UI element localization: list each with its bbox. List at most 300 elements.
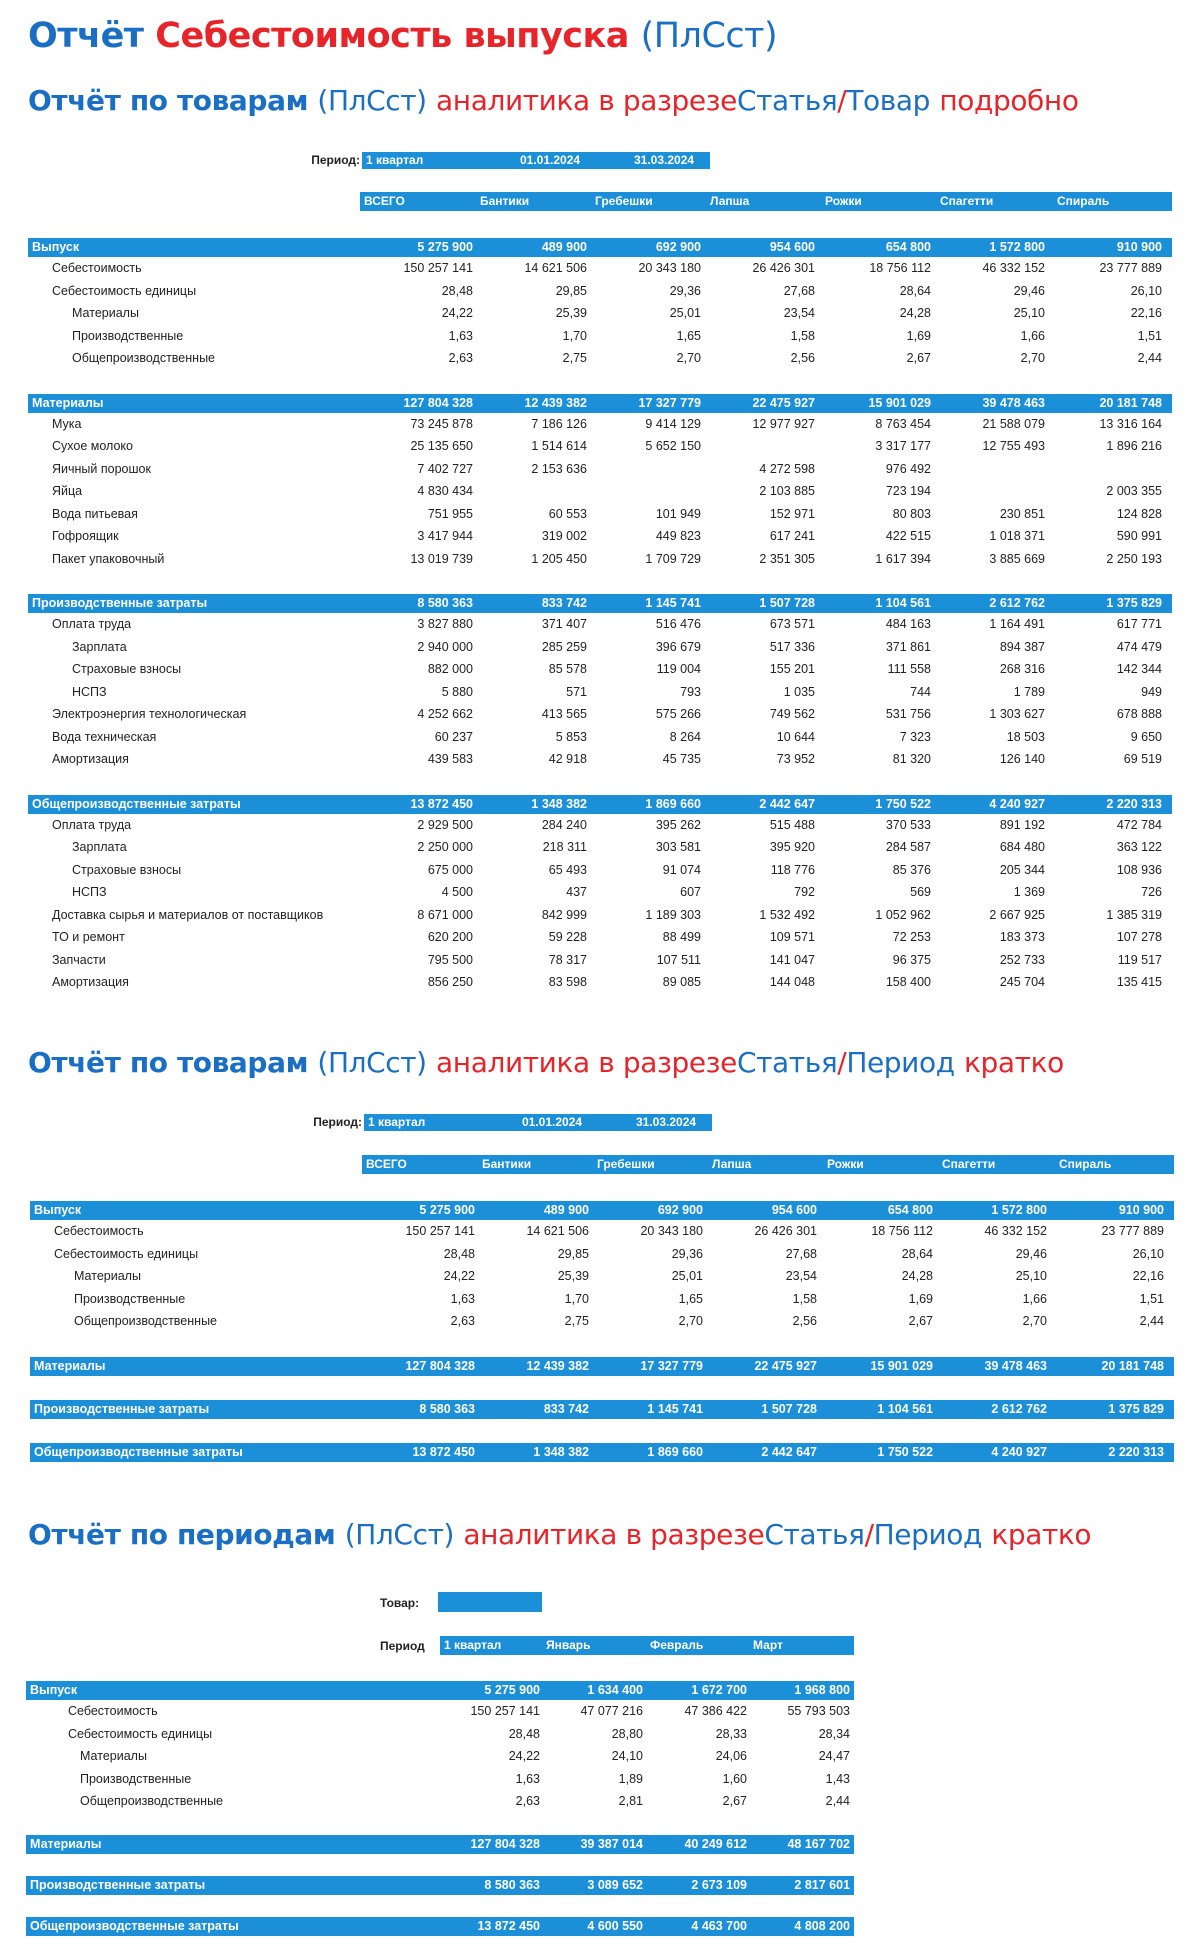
row-value: 1,63 <box>515 1771 540 1786</box>
row-value: 20 343 180 <box>640 1224 703 1238</box>
heading-part: Отчёт по товарам <box>28 1046 309 1079</box>
heading-part: / <box>837 1046 847 1079</box>
row-label: Запчасти <box>52 952 106 967</box>
row-value: 751 955 <box>427 506 473 521</box>
row-value: 83 598 <box>548 975 587 989</box>
group-value: 127 804 328 <box>403 395 473 410</box>
row-value: 252 733 <box>999 952 1045 967</box>
group-value: 1 968 800 <box>794 1683 850 1697</box>
row-value: 1,58 <box>792 1291 817 1306</box>
row-value: 28,33 <box>715 1726 747 1741</box>
table-row <box>28 881 1172 904</box>
group-value: 1 750 522 <box>877 1444 933 1459</box>
row-value: 29,46 <box>1013 283 1045 298</box>
row-value: 1 369 <box>1013 885 1045 899</box>
row-label: Материалы <box>74 1269 141 1283</box>
title-part-cost: Себестоимость выпуска <box>155 16 629 56</box>
group-row <box>28 795 1172 814</box>
table-row <box>28 681 1172 704</box>
row-value: 24,10 <box>611 1749 643 1763</box>
row-value: 3 317 177 <box>875 439 931 453</box>
group-label: Производственные затраты <box>34 1401 210 1416</box>
row-value: 607 <box>680 885 701 899</box>
row-value: 891 192 <box>999 817 1045 832</box>
row-value: 28,48 <box>443 1246 475 1261</box>
row-value: 792 <box>794 885 815 899</box>
row-value: 575 266 <box>655 707 701 721</box>
row-value: 25,01 <box>671 1269 703 1283</box>
row-value: 2,70 <box>678 1314 703 1328</box>
group-value: 2 612 762 <box>991 1401 1047 1416</box>
row-value: 2,63 <box>448 351 473 365</box>
group-value: 4 240 927 <box>989 796 1045 811</box>
row-value: 1,69 <box>908 1291 933 1306</box>
heading-part: аналитика в разрезе <box>436 1046 737 1079</box>
group-label: Материалы <box>32 395 104 410</box>
group-value: 12 439 382 <box>524 395 587 410</box>
row-value: 91 074 <box>662 862 701 877</box>
row-value: 1,70 <box>562 328 587 343</box>
row-value: 894 387 <box>999 639 1045 654</box>
table-row <box>28 413 1172 436</box>
row-value: 413 565 <box>541 707 587 721</box>
sec3-table <box>26 1681 854 1936</box>
row-value: 1,51 <box>1139 1291 1164 1306</box>
row-value: 47 077 216 <box>580 1704 643 1718</box>
table-row <box>28 458 1172 481</box>
row-value: 24,22 <box>441 306 473 320</box>
row-value: 119 004 <box>656 662 701 676</box>
group-value: 8 580 363 <box>417 596 473 610</box>
row-value: 24,22 <box>443 1269 475 1283</box>
row-value: 29,85 <box>555 283 587 298</box>
period-selector[interactable] <box>362 152 710 169</box>
group-row <box>28 594 1172 613</box>
table-row <box>28 636 1172 659</box>
heading-part: кратко <box>991 1518 1092 1551</box>
column-header: Бантики <box>482 1157 532 1171</box>
row-value: 371 407 <box>541 617 587 631</box>
row-value: 28,48 <box>441 283 473 298</box>
group-row <box>30 1201 1174 1220</box>
row-value: 109 571 <box>769 930 815 944</box>
column-header: ВСЕГО <box>364 194 405 208</box>
row-label: Себестоимость единицы <box>52 283 197 298</box>
group-value: 20 181 748 <box>1099 395 1162 410</box>
table-row <box>28 926 1172 949</box>
row-value: 2,75 <box>564 1314 589 1328</box>
row-label: Общепроизводственные <box>72 351 216 365</box>
row-value: 24,28 <box>899 306 931 320</box>
row-value: 60 553 <box>548 506 587 521</box>
table-row <box>28 971 1172 994</box>
row-value: 23,54 <box>783 306 815 320</box>
page-title <box>28 16 777 56</box>
row-value: 7 323 <box>899 729 931 744</box>
row-value: 88 499 <box>662 930 701 944</box>
row-value: 8 264 <box>669 729 701 744</box>
row-value: 89 085 <box>662 975 701 989</box>
group-value: 8 580 363 <box>419 1401 475 1416</box>
row-value: 135 415 <box>1116 975 1162 989</box>
title-part-code: (ПлСст) <box>640 16 778 56</box>
row-value: 1,70 <box>564 1291 589 1306</box>
row-value: 2,70 <box>676 351 701 365</box>
row-value: 569 <box>910 885 931 899</box>
row-label: Страховые взносы <box>72 662 182 676</box>
table-row <box>28 257 1172 280</box>
row-value: 1 617 394 <box>875 551 931 566</box>
sec2-period <box>0 1114 1200 1131</box>
row-value: 976 492 <box>885 461 931 476</box>
row-value: 1 896 216 <box>1106 439 1162 453</box>
column-header: Лапша <box>710 194 750 208</box>
row-value: 1,89 <box>618 1771 643 1786</box>
tovar-select[interactable] <box>438 1592 542 1612</box>
row-value: 2 103 885 <box>759 484 815 498</box>
sec2-column-header <box>362 1155 1174 1174</box>
row-label: Общепроизводственные <box>80 1794 224 1808</box>
column-header: Спираль <box>1057 194 1110 208</box>
period-label: Период: <box>311 153 360 167</box>
row-value: 2,67 <box>722 1794 747 1808</box>
row-value: 23 777 889 <box>1099 261 1162 275</box>
row-value: 23,54 <box>785 1269 817 1283</box>
heading-part: аналитика в разрезе <box>436 84 737 117</box>
row-value: 23 777 889 <box>1101 1224 1164 1238</box>
group-value: 654 800 <box>885 240 931 254</box>
group-value: 910 900 <box>1116 240 1162 254</box>
column-header: Рожки <box>827 1157 864 1171</box>
group-value: 5 275 900 <box>484 1683 540 1697</box>
group-value: 2 220 313 <box>1106 796 1162 811</box>
table-row <box>28 325 1172 348</box>
row-value: 9 650 <box>1130 729 1162 744</box>
row-value: 395 262 <box>655 817 701 832</box>
heading-part: Период <box>846 1046 955 1079</box>
group-value: 22 475 927 <box>754 1358 817 1373</box>
row-value: 142 344 <box>1116 662 1162 676</box>
row-label: Вода техническая <box>52 729 157 744</box>
group-value: 22 475 927 <box>752 395 815 410</box>
row-label: Оплата труда <box>52 617 132 631</box>
table-row <box>28 949 1172 972</box>
table-row <box>28 280 1172 303</box>
group-label: Общепроизводственные затраты <box>32 796 241 811</box>
row-value: 1,66 <box>1022 1291 1047 1306</box>
row-value: 8 671 000 <box>417 907 473 922</box>
row-value: 437 <box>566 885 587 899</box>
row-value: 29,85 <box>557 1246 589 1261</box>
row-value: 617 771 <box>1116 617 1162 631</box>
row-value: 150 257 141 <box>470 1704 540 1718</box>
period-label: Период: <box>313 1115 362 1129</box>
group-row <box>26 1835 854 1854</box>
group-label: Выпуск <box>34 1203 82 1217</box>
group-value: 4 600 550 <box>587 1918 643 1933</box>
row-value: 842 999 <box>541 907 587 922</box>
row-value: 2 667 925 <box>989 907 1045 922</box>
row-value: 28,48 <box>508 1726 540 1741</box>
row-value: 107 278 <box>1116 930 1162 944</box>
row-value: 856 250 <box>427 975 473 989</box>
column-header: Спагетти <box>942 1157 996 1171</box>
group-label: Выпуск <box>32 240 80 254</box>
group-value: 654 800 <box>887 1203 933 1217</box>
row-value: 749 562 <box>769 707 815 721</box>
heading-part: Отчёт по периодам <box>28 1518 336 1551</box>
row-value: 24,28 <box>901 1269 933 1283</box>
row-label: Себестоимость единицы <box>68 1726 213 1741</box>
group-label: Общепроизводственные затраты <box>34 1444 243 1459</box>
row-value: 2,44 <box>1139 1314 1164 1328</box>
row-value: 12 977 927 <box>752 416 815 431</box>
group-value: 2 612 762 <box>989 596 1045 610</box>
group-label: Материалы <box>30 1836 102 1851</box>
row-value: 27,68 <box>783 283 815 298</box>
row-value: 45 735 <box>662 752 701 766</box>
row-value: 2 250 000 <box>417 840 473 854</box>
row-label: Яичный порошок <box>52 461 151 476</box>
row-value: 150 257 141 <box>405 1224 475 1238</box>
row-value: 1 189 303 <box>645 907 701 922</box>
row-value: 47 386 422 <box>684 1704 747 1718</box>
row-value: 2,81 <box>618 1794 643 1808</box>
row-value: 5 880 <box>441 684 473 699</box>
row-value: 2,70 <box>1020 351 1045 365</box>
row-value: 1 709 729 <box>645 551 701 566</box>
row-value: 1,60 <box>722 1771 747 1786</box>
row-value: 5 652 150 <box>645 439 701 453</box>
row-value: 2,56 <box>790 351 815 365</box>
sec3-column-header <box>440 1636 854 1655</box>
group-value: 1 634 400 <box>587 1683 643 1697</box>
sec3-heading <box>28 1518 1091 1551</box>
row-value: 673 571 <box>769 617 815 631</box>
row-value: 124 828 <box>1116 506 1162 521</box>
row-value: 395 920 <box>769 840 815 854</box>
row-value: 29,36 <box>671 1246 703 1261</box>
table-row <box>26 1700 854 1723</box>
row-value: 10 644 <box>776 729 815 744</box>
group-value: 1 507 728 <box>759 596 815 610</box>
heading-part: Статья <box>764 1518 865 1551</box>
group-value: 1 572 800 <box>991 1203 1047 1217</box>
row-value: 449 823 <box>655 529 701 543</box>
row-label: Мука <box>52 416 82 431</box>
heading-part: подробно <box>939 84 1079 117</box>
group-value: 15 901 029 <box>870 1358 933 1373</box>
row-value: 205 344 <box>999 862 1045 877</box>
table-row <box>28 859 1172 882</box>
table-row <box>28 726 1172 749</box>
column-header: Январь <box>546 1638 591 1652</box>
group-value: 1 375 829 <box>1108 1401 1164 1416</box>
row-label: Сухое молоко <box>52 439 133 453</box>
row-value: 1 385 319 <box>1106 907 1162 922</box>
heading-part: кратко <box>964 1046 1064 1079</box>
period-value: 01.01.2024 <box>520 153 581 167</box>
row-value: 474 479 <box>1116 639 1162 654</box>
row-value: 28,80 <box>611 1726 643 1741</box>
period-selector[interactable] <box>364 1114 712 1131</box>
row-value: 571 <box>566 684 587 699</box>
group-value: 2 442 647 <box>759 796 815 811</box>
row-value: 2,44 <box>1137 351 1162 365</box>
table-row <box>30 1288 1174 1311</box>
heading-part: Статья <box>736 1046 838 1079</box>
row-value: 1,63 <box>450 1291 475 1306</box>
group-value: 1 572 800 <box>989 240 1045 254</box>
column-header: Лапша <box>712 1157 752 1171</box>
row-value: 25,39 <box>555 306 587 320</box>
row-label: ТО и ремонт <box>52 930 125 944</box>
row-value: 29,46 <box>1015 1246 1047 1261</box>
group-row <box>26 1917 854 1936</box>
row-value: 155 201 <box>769 662 815 676</box>
column-header: Гребешки <box>597 1157 655 1171</box>
table-row <box>28 525 1172 548</box>
row-value: 4 500 <box>441 885 473 899</box>
row-value: 13 316 164 <box>1099 416 1162 431</box>
row-value: 396 679 <box>655 639 701 654</box>
row-value: 515 488 <box>769 817 815 832</box>
group-value: 13 872 450 <box>410 796 473 811</box>
row-label: Себестоимость единицы <box>54 1246 199 1261</box>
table-row <box>26 1790 854 1813</box>
row-value: 26 426 301 <box>754 1224 817 1238</box>
row-value: 141 047 <box>769 952 815 967</box>
row-value: 726 <box>1141 885 1162 899</box>
row-label: Производственные <box>80 1771 192 1786</box>
group-value: 17 327 779 <box>640 1358 703 1373</box>
row-value: 28,64 <box>901 1246 933 1261</box>
row-value: 2,63 <box>515 1794 540 1808</box>
row-value: 22,16 <box>1132 1269 1164 1283</box>
row-value: 3 827 880 <box>417 617 473 631</box>
row-label: Материалы <box>72 306 139 320</box>
row-value: 24,06 <box>715 1749 747 1763</box>
table-row <box>28 548 1172 571</box>
row-value: 28,34 <box>818 1726 850 1741</box>
row-value: 4 252 662 <box>417 707 473 721</box>
row-value: 439 583 <box>427 752 473 766</box>
row-value: 27,68 <box>785 1246 817 1261</box>
table-row <box>28 703 1172 726</box>
group-value: 1 869 660 <box>645 796 701 811</box>
row-value: 80 803 <box>892 506 931 521</box>
row-value: 1,51 <box>1137 328 1162 343</box>
group-row <box>30 1443 1174 1462</box>
row-value: 24,22 <box>508 1749 540 1763</box>
row-value: 1,58 <box>790 328 815 343</box>
group-value: 1 507 728 <box>761 1401 817 1416</box>
group-value: 1 348 382 <box>531 796 587 811</box>
period-value: 01.01.2024 <box>522 1115 583 1129</box>
row-value: 85 578 <box>548 662 587 676</box>
row-value: 303 581 <box>655 840 701 854</box>
heading-part: / <box>837 84 847 117</box>
row-label: Себестоимость <box>54 1224 144 1238</box>
row-value: 7 186 126 <box>531 416 587 431</box>
row-value: 118 776 <box>770 862 815 877</box>
row-value: 158 400 <box>885 975 931 989</box>
row-value: 72 253 <box>892 930 931 944</box>
period-value: 31.03.2024 <box>636 1115 697 1129</box>
table-row <box>28 658 1172 681</box>
row-value: 13 019 739 <box>410 551 473 566</box>
group-value: 2 817 601 <box>794 1877 850 1892</box>
row-value: 5 853 <box>555 729 587 744</box>
row-value: 9 414 129 <box>645 416 701 431</box>
heading-part: аналитика в разрезе <box>463 1518 765 1551</box>
row-value: 517 336 <box>769 639 815 654</box>
row-value: 1,65 <box>678 1291 703 1306</box>
group-value: 39 478 463 <box>984 1358 1047 1373</box>
sec1-table <box>28 238 1172 994</box>
row-label: Пакет упаковочный <box>52 551 165 566</box>
row-value: 46 332 152 <box>984 1224 1047 1238</box>
period-value: 1 квартал <box>368 1115 426 1129</box>
group-value: 48 167 702 <box>787 1836 850 1851</box>
row-value: 2 940 000 <box>417 639 473 654</box>
sec1-period <box>0 152 1200 169</box>
row-label: Страховые взносы <box>72 862 182 877</box>
row-label: НСПЗ <box>72 684 107 699</box>
row-value: 723 194 <box>885 484 931 498</box>
group-row <box>30 1357 1174 1376</box>
row-value: 2,70 <box>1022 1314 1047 1328</box>
sec2-heading <box>28 1046 1064 1079</box>
row-value: 1 205 450 <box>531 551 587 566</box>
row-value: 18 756 112 <box>869 261 931 275</box>
row-value: 620 200 <box>427 930 473 944</box>
table-row <box>28 347 1172 370</box>
row-value: 108 936 <box>1116 862 1162 877</box>
row-value: 531 756 <box>885 707 931 721</box>
row-value: 55 793 503 <box>787 1704 850 1718</box>
row-value: 144 048 <box>769 975 815 989</box>
row-value: 85 376 <box>892 862 931 877</box>
group-value: 4 808 200 <box>794 1918 850 1933</box>
column-header: 1 квартал <box>444 1638 502 1652</box>
group-value: 15 901 029 <box>868 395 931 410</box>
row-value: 245 704 <box>999 975 1045 989</box>
group-row <box>26 1681 854 1700</box>
row-value: 793 <box>680 684 701 699</box>
row-value: 1 164 491 <box>989 617 1045 631</box>
row-value: 268 316 <box>999 662 1045 676</box>
group-value: 833 742 <box>543 1401 589 1416</box>
row-value: 183 373 <box>999 930 1045 944</box>
group-row <box>28 394 1172 413</box>
row-value: 1,65 <box>676 328 701 343</box>
group-value: 8 580 363 <box>484 1877 540 1892</box>
group-value: 1 104 561 <box>877 1401 933 1416</box>
group-value: 127 804 328 <box>470 1836 540 1851</box>
row-value: 22,16 <box>1130 306 1162 320</box>
row-value: 1 052 962 <box>875 907 931 922</box>
group-value: 39 478 463 <box>982 395 1045 410</box>
table-row <box>28 904 1172 927</box>
row-value: 119 517 <box>1117 952 1162 967</box>
heading-part: (ПлСст) <box>317 84 427 117</box>
row-value: 949 <box>1141 684 1162 699</box>
group-value: 13 872 450 <box>477 1918 540 1933</box>
group-value: 910 900 <box>1118 1203 1164 1217</box>
row-value: 795 500 <box>427 952 473 967</box>
group-value: 1 145 741 <box>645 596 701 610</box>
